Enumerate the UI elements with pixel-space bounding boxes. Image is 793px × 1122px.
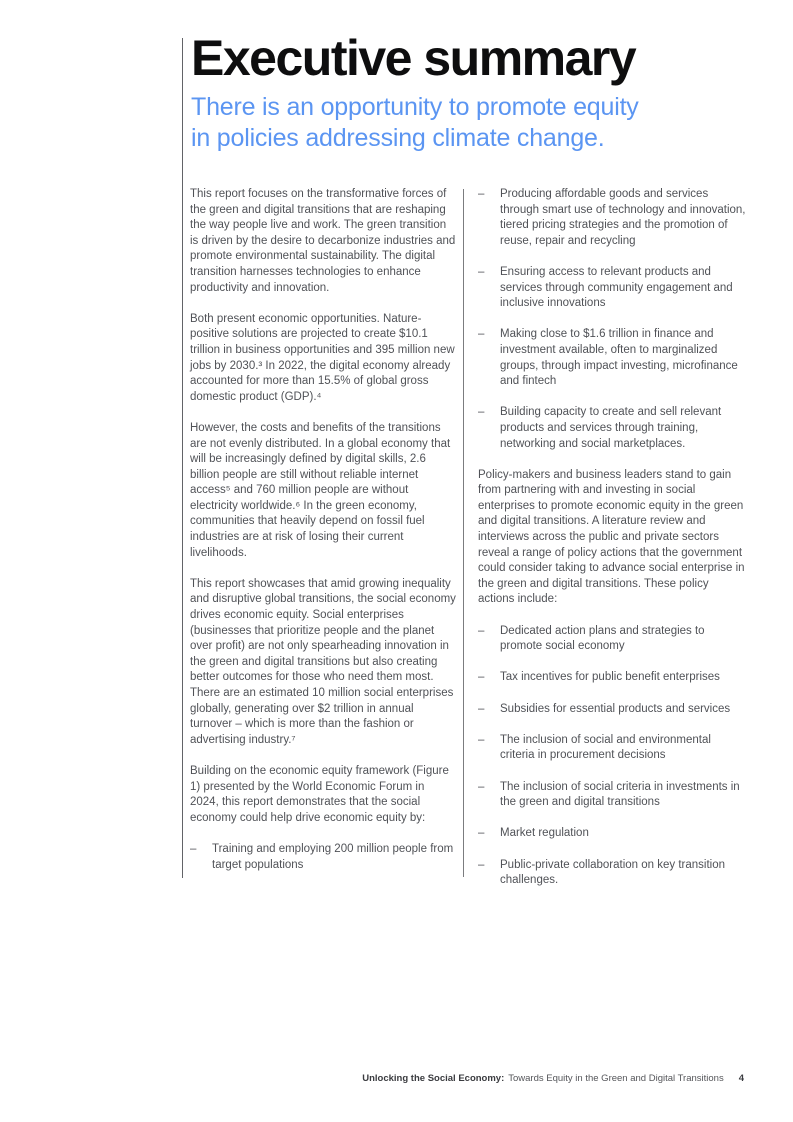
bullet-dash-marker: – (478, 858, 485, 871)
bullet-dash-marker: – (478, 624, 485, 637)
paragraph: This report focuses on the transformative forces of the green and digital transitions that are reshaping the way people live and work. The green transition is driven by the desire to decarbonize industries and promote environmental sustainability. The digital transition harnesses technologies to enhance productivity and innovation. (190, 188, 456, 294)
column-divider-rule (463, 189, 464, 877)
paragraph: However, the costs and benefits of the transitions are not evenly distributed. In a global economy that will be increasingly defined by digital skills, 2.6 billion people are still without reliable internet access⁵ and 760 million people are without electricity worldwide.⁶ In the green economy, communities that heavily depend on fossil fuel industries are at risk of losing their current livelihoods. (190, 421, 451, 559)
list-item-text: Training and employing 200 million people from target populations (212, 842, 454, 871)
list-item-text: Subsidies for essential products and services (500, 702, 731, 715)
list-item-text: The inclusion of social criteria in investments in the green and digital transitions (500, 780, 740, 809)
list-item-text: Public-private collaboration on key transition challenges. (500, 858, 726, 887)
list-item-text: Producing affordable goods and services through smart use of technology and innovation, tiered pricing strategies and the promotion of reuse, repair and recycling (500, 188, 746, 247)
page-title: Executive summary (191, 30, 636, 86)
right-column (478, 187, 746, 904)
bullet-dash-marker: – (478, 780, 485, 793)
bullet-dash-marker: – (478, 265, 485, 278)
bullet-dash-marker: – (478, 702, 485, 715)
title-and-column-rule (182, 38, 183, 878)
list-item (478, 780, 746, 811)
list-item-text: The inclusion of social and environmental criteria in procurement decisions (500, 733, 711, 762)
paragraph: Both present economic opportunities. Nature-positive solutions are projected to create $10.1 trillion in business opportunities and 395 million new jobs by 2030.³ In 2022, the digital economy already accounted for more than 15.5% of global gross domestic product (GDP).⁴ (190, 312, 455, 403)
list-item (478, 826, 746, 842)
bullet-dash-marker: – (190, 842, 197, 855)
list-item (190, 842, 456, 873)
page-subtitle-line-2: in policies addressing climate change. (191, 124, 605, 152)
list-item-text: Making close to $1.6 trillion in finance and investment available, often to marginalized groups, through impact investing, microfinance and fintech (500, 328, 738, 388)
bullet-dash-marker: – (478, 827, 485, 840)
footer (362, 1073, 744, 1085)
list-item-text: Dedicated action plans and strategies to promote social economy (500, 624, 705, 653)
list-item-text: Building capacity to create and sell relevant products and services through training, networking and social marketplaces. (500, 406, 722, 450)
footer-report-title-rest: Towards Equity in the Green and Digital Transitions (508, 1073, 724, 1084)
bullet-dash-marker: – (478, 188, 485, 200)
footer-page-number: 4 (738, 1073, 744, 1084)
list-item-text: Tax incentives for public benefit enterprises (500, 671, 720, 684)
list-item (478, 265, 746, 312)
paragraph: This report showcases that amid growing inequality and disruptive global transitions, the social economy drives economic equity. Social enterprises (businesses that prioritize people and the planet over profit) are not only spearheading innovation in the green and digital transitions but also creating better outcomes for those who need them most. There are an estimated 10 million social enterprises globally, generating over $2 trillion in annual turnover – which is more than the fashion or advertising industry.⁷ (190, 577, 456, 746)
list-item (478, 858, 746, 889)
bullet-dash-marker: – (478, 733, 485, 746)
paragraph: Policy-makers and business leaders stand to gain from partnering with and investing in social enterprises to promote economic equity in the green and digital transitions. A literature review and interviews across the public and private sectors reveal a range of policy actions that the government could consider taking to advance social enterprise in the green and digital transitions. These policy actions include: (478, 468, 745, 606)
list-item (478, 624, 746, 655)
bullet-dash-marker: – (478, 671, 485, 684)
page-subtitle-line-1: There is an opportunity to promote equity (191, 93, 639, 121)
list-item-text: Market regulation (500, 827, 589, 840)
list-item (478, 733, 746, 764)
paragraph: Building on the economic equity framework (Figure 1) presented by the World Economic Forum in 2024, this report demonstrates that the social economy could help drive economic equity by: (190, 764, 449, 824)
footer-report-title-bold: Unlocking the Social Economy: (362, 1073, 505, 1084)
left-column (190, 187, 456, 889)
bullet-dash-marker: – (478, 328, 485, 341)
list-item (478, 670, 746, 686)
page-subtitle (191, 92, 639, 154)
list-item (478, 702, 746, 718)
list-item-text: Ensuring access to relevant products and services through community engagement and inclusive innovations (500, 265, 733, 310)
list-item (478, 187, 746, 249)
list-item (478, 405, 746, 452)
list-item (478, 327, 746, 389)
bullet-dash-marker: – (478, 406, 485, 419)
